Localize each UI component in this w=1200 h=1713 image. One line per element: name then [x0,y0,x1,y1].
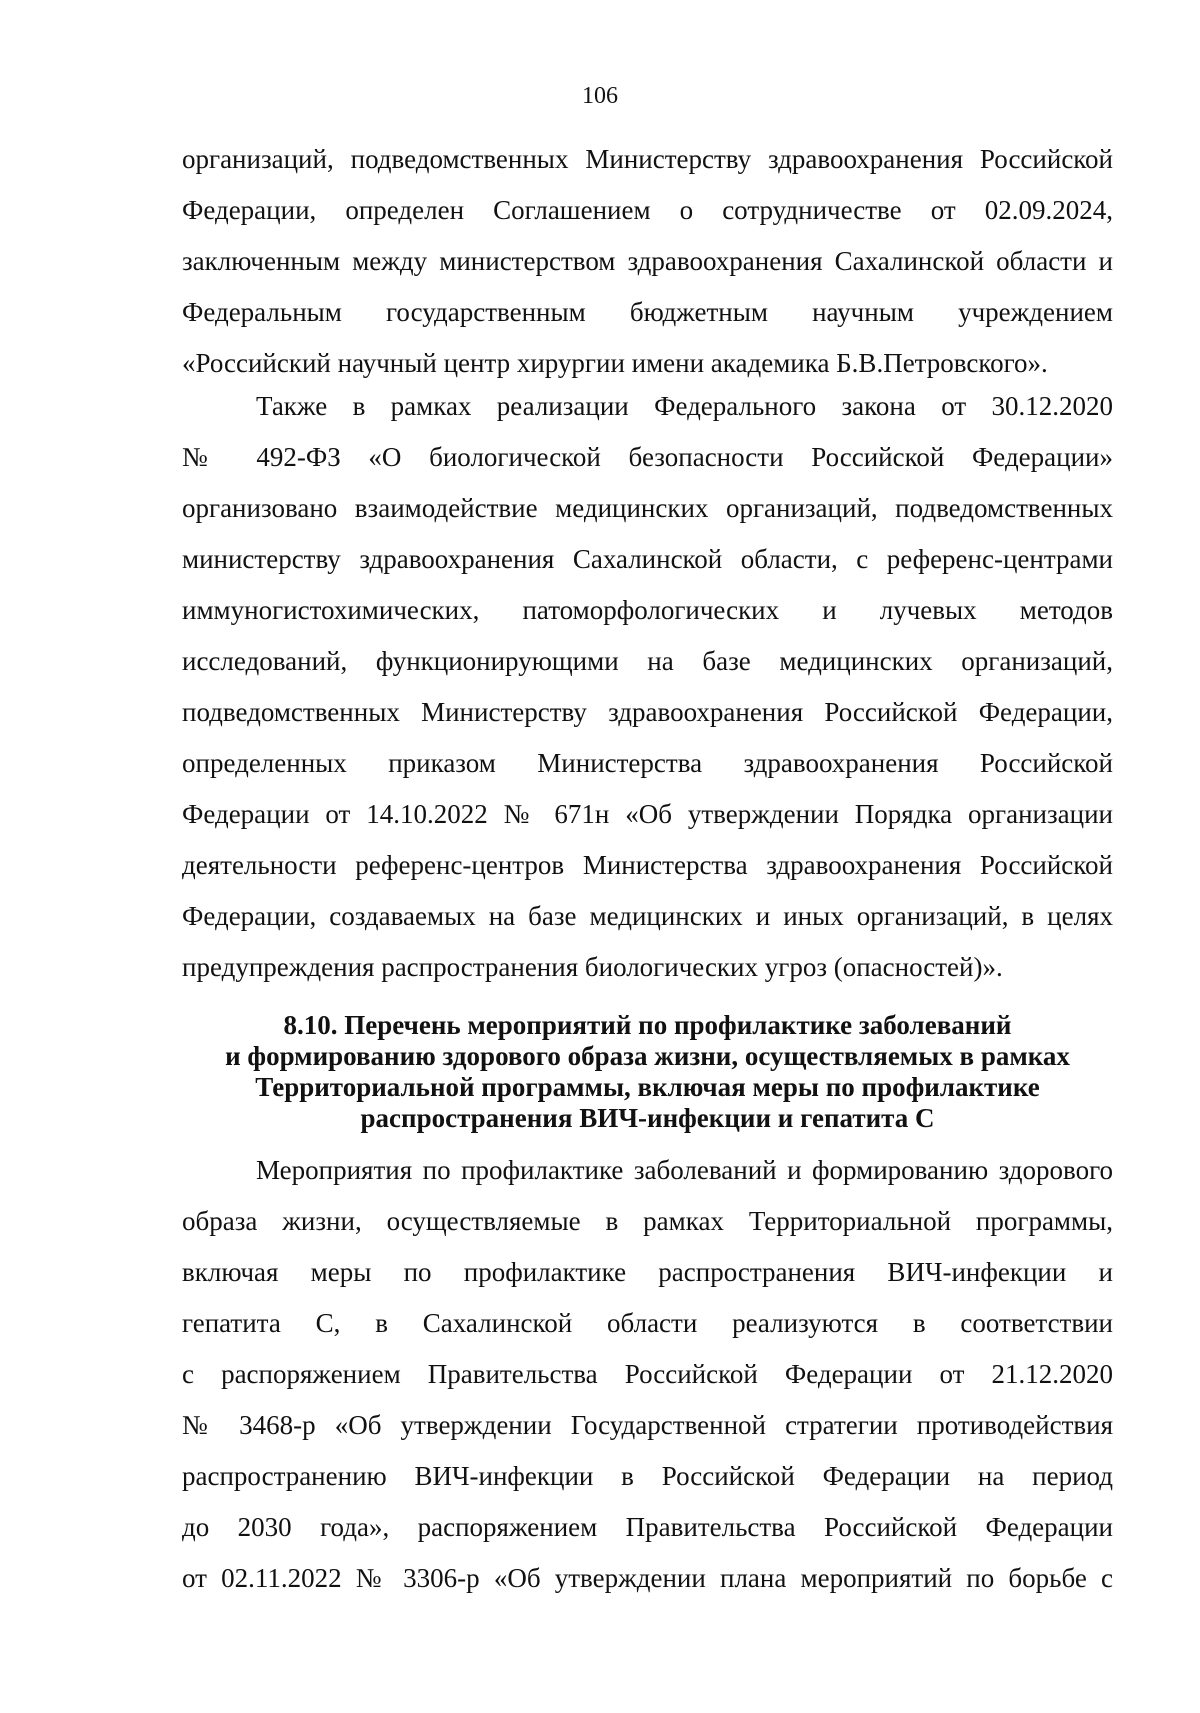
paragraph-line: организовано взаимодействие медицинских организаций, подведомственных [182,493,1113,523]
heading-line: 8.10. Перечень мероприятий по профилактике заболеваний [283,1010,1012,1040]
paragraph-line: от 02.11.2022 № 3306-р «Об утверждении плана мероприятий по борьбе с [182,1563,1113,1593]
paragraph-prevention-measures [182,1145,1113,1604]
heading-line: распространения ВИЧ-инфекции и гепатита С [360,1103,935,1133]
paragraph-line: предупреждения распространения биологических угроз (опасностей)». [182,952,1003,982]
paragraph-line: образа жизни, осуществляемые в рамках Территориальной программы, [182,1206,1113,1236]
page-number: 106 [582,83,618,109]
paragraph-line: Также в рамках реализации Федерального закона от 30.12.2020 [256,391,1113,421]
section-heading [182,1010,1113,1134]
paragraph-biosafety [182,381,1113,993]
paragraph-line: Федерации, определен Соглашением о сотрудничестве от 02.09.2024, [182,195,1113,225]
paragraph-line: исследований, функционирующими на базе медицинских организаций, [182,646,1113,676]
heading-line: Территориальной программы, включая меры по профилактике [255,1072,1040,1102]
paragraph-line: Федерации, создаваемых на базе медицинских и иных организаций, в целях [182,901,1113,931]
paragraph-line: организаций, подведомственных Министерству здравоохранения Российской [182,144,1113,174]
paragraph-line: включая меры по профилактике распространения ВИЧ-инфекции и [182,1257,1113,1287]
paragraph-line: Федерации от 14.10.2022 № 671н «Об утверждении Порядка организации [182,799,1113,829]
paragraph-line: Федеральным государственным бюджетным научным учреждением [182,297,1113,327]
paragraph-line: иммуногистохимических, патоморфологических и лучевых методов [182,595,1113,625]
paragraph-line: распространению ВИЧ-инфекции в Российской Федерации на период [182,1461,1113,1491]
paragraph-line: № 3468-р «Об утверждении Государственной стратегии противодействия [182,1410,1113,1440]
paragraph-line: подведомственных Министерству здравоохранения Российской Федерации, [182,697,1113,727]
paragraph-line: гепатита С, в Сахалинской области реализуются в соответствии [182,1308,1113,1338]
paragraph-line: заключенным между министерством здравоохранения Сахалинской области и [182,246,1113,276]
paragraph-line: министерству здравоохранения Сахалинской области, с референс-центрами [182,544,1113,574]
paragraph-line: до 2030 года», распоряжением Правительства Российской Федерации [182,1512,1113,1542]
paragraph-line: определенных приказом Министерства здравоохранения Российской [182,748,1113,778]
paragraph-line: Мероприятия по профилактике заболеваний и формированию здорового [256,1155,1113,1185]
paragraph-line: «Российский научный центр хирургии имени академика Б.В.Петровского». [182,348,1048,378]
heading-line: и формированию здорового образа жизни, осуществляемых в рамках [225,1041,1070,1071]
paragraph-line: № 492-ФЗ «О биологической безопасности Российской Федерации» [182,442,1113,472]
paragraph-line: с распоряжением Правительства Российской Федерации от 21.12.2020 [182,1359,1113,1389]
paragraph-line: деятельности референс-центров Министерства здравоохранения Российской [182,850,1113,880]
paragraph-continuation [182,134,1113,389]
